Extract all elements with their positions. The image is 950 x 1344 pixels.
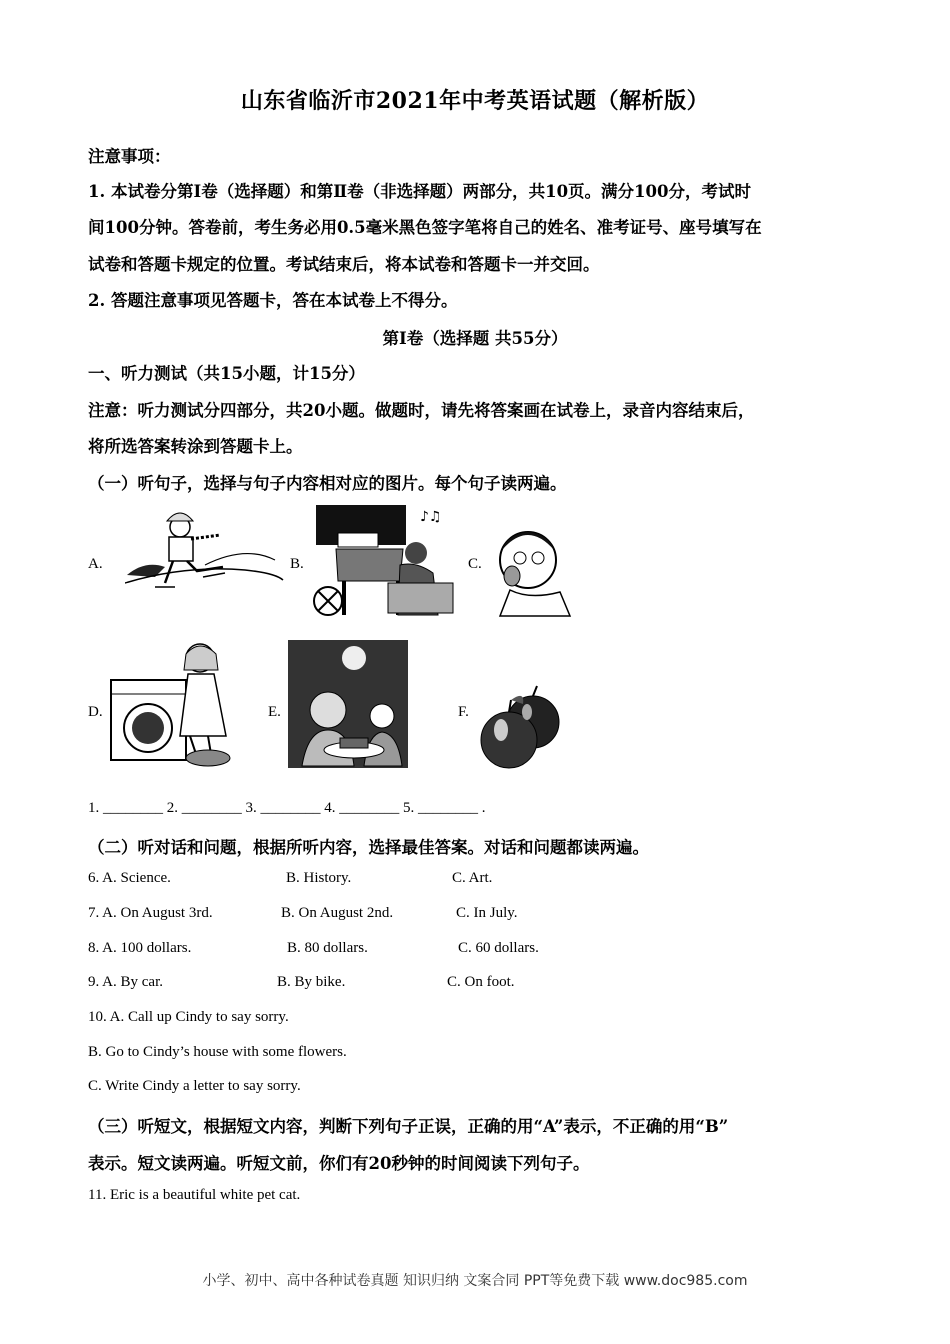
q8-option-c: C. 60 dollars.: [458, 940, 539, 956]
moon-festival-picture: [288, 640, 408, 768]
part1-heading: （一）听句子，选择与句子内容相对应的图片。每个句子读两遍。: [88, 474, 567, 493]
q8-option-a: 8. A. 100 dollars.: [88, 940, 192, 956]
apples-picture: [475, 682, 565, 772]
q6-option-c: C. Art.: [452, 870, 493, 886]
q10-option-a: 10. A. Call up Cindy to say sorry.: [88, 1009, 289, 1025]
part3-heading-line1: （三）听短文，根据短文内容，判断下列句子正误，正确的用“A”表示，不正确的用“B”: [88, 1117, 729, 1136]
q7-option-a: 7. A. On August 3rd.: [88, 905, 213, 921]
part2-heading: （二）听对话和问题，根据所听内容，选择最佳答案。对话和问题都读两遍。: [88, 838, 649, 857]
part1-answer-blanks: 1. ________ 2. ________ 3. ________ 4. ________ 5. ________ .: [88, 800, 486, 816]
skater-picture: [125, 505, 285, 595]
section1-note-line1: 注意：听力测试分四部分，共20小题。做题时，请先将答案画在试卷上，录音内容结束后，: [88, 401, 755, 420]
section1-note-line2: 将所选答案转涂到答题卡上。: [88, 437, 303, 456]
part3-heading-line2: 表示。短文读两遍。听短文前，你们有20秒钟的时间阅读下列句子。: [88, 1154, 590, 1173]
pic-label-e: E.: [268, 704, 281, 720]
q6-option-b: B. History.: [286, 870, 352, 886]
pic-label-d: D.: [88, 704, 103, 720]
q10-option-b: B. Go to Cindy’s house with some flowers.: [88, 1044, 347, 1060]
q7-option-c: C. In July.: [456, 905, 518, 921]
pic-label-f: F.: [458, 704, 469, 720]
footer-link[interactable]: 小学、初中、高中各种试卷真题 知识归纳 文案合同 PPT等免费下载 www.doc985.com: [202, 1273, 748, 1289]
notes-item1-line1: 1. 本试卷分第Ⅰ卷（选择题）和第Ⅱ卷（非选择题）两部分，共10页。满分100分，考试时: [88, 182, 751, 201]
classroom-music-picture: [308, 503, 468, 618]
q11-statement: 11. Eric is a beautiful white pet cat.: [88, 1187, 301, 1203]
q9-option-b: B. By bike.: [277, 974, 346, 990]
q6-option-a: 6. A. Science.: [88, 870, 171, 886]
svg-text:♪♫: ♪♫: [420, 509, 442, 525]
pic-label-b: B.: [290, 556, 304, 572]
q9-option-a: 9. A. By car.: [88, 974, 163, 990]
sick-boy-picture: [490, 520, 575, 618]
volume-heading: 第I卷（选择题 共55分）: [382, 329, 568, 348]
washing-machine-picture: [108, 640, 233, 770]
notes-heading: 注意事项：: [88, 147, 171, 166]
page-title: 山东省临沂市2021年中考英语试题（解析版）: [240, 88, 710, 114]
q8-option-b: B. 80 dollars.: [287, 940, 368, 956]
notes-item2: 2. 答题注意事项见答题卡，答在本试卷上不得分。: [88, 291, 458, 310]
notes-item1-line3: 试卷和答题卡规定的位置。考试结束后，将本试卷和答题卡一并交回。: [88, 255, 600, 274]
section1-heading: 一、听力测试（共15小题，计15分）: [88, 364, 365, 383]
pic-label-a: A.: [88, 556, 103, 572]
pic-label-c: C.: [468, 556, 482, 572]
q7-option-b: B. On August 2nd.: [281, 905, 394, 921]
notes-item1-line2: 间100分钟。答卷前，考生务必用0.5毫米黑色签字笔将自己的姓名、准考证号、座号填写在: [88, 218, 762, 237]
q10-option-c: C. Write Cindy a letter to say sorry.: [88, 1078, 301, 1094]
q9-option-c: C. On foot.: [447, 974, 515, 990]
